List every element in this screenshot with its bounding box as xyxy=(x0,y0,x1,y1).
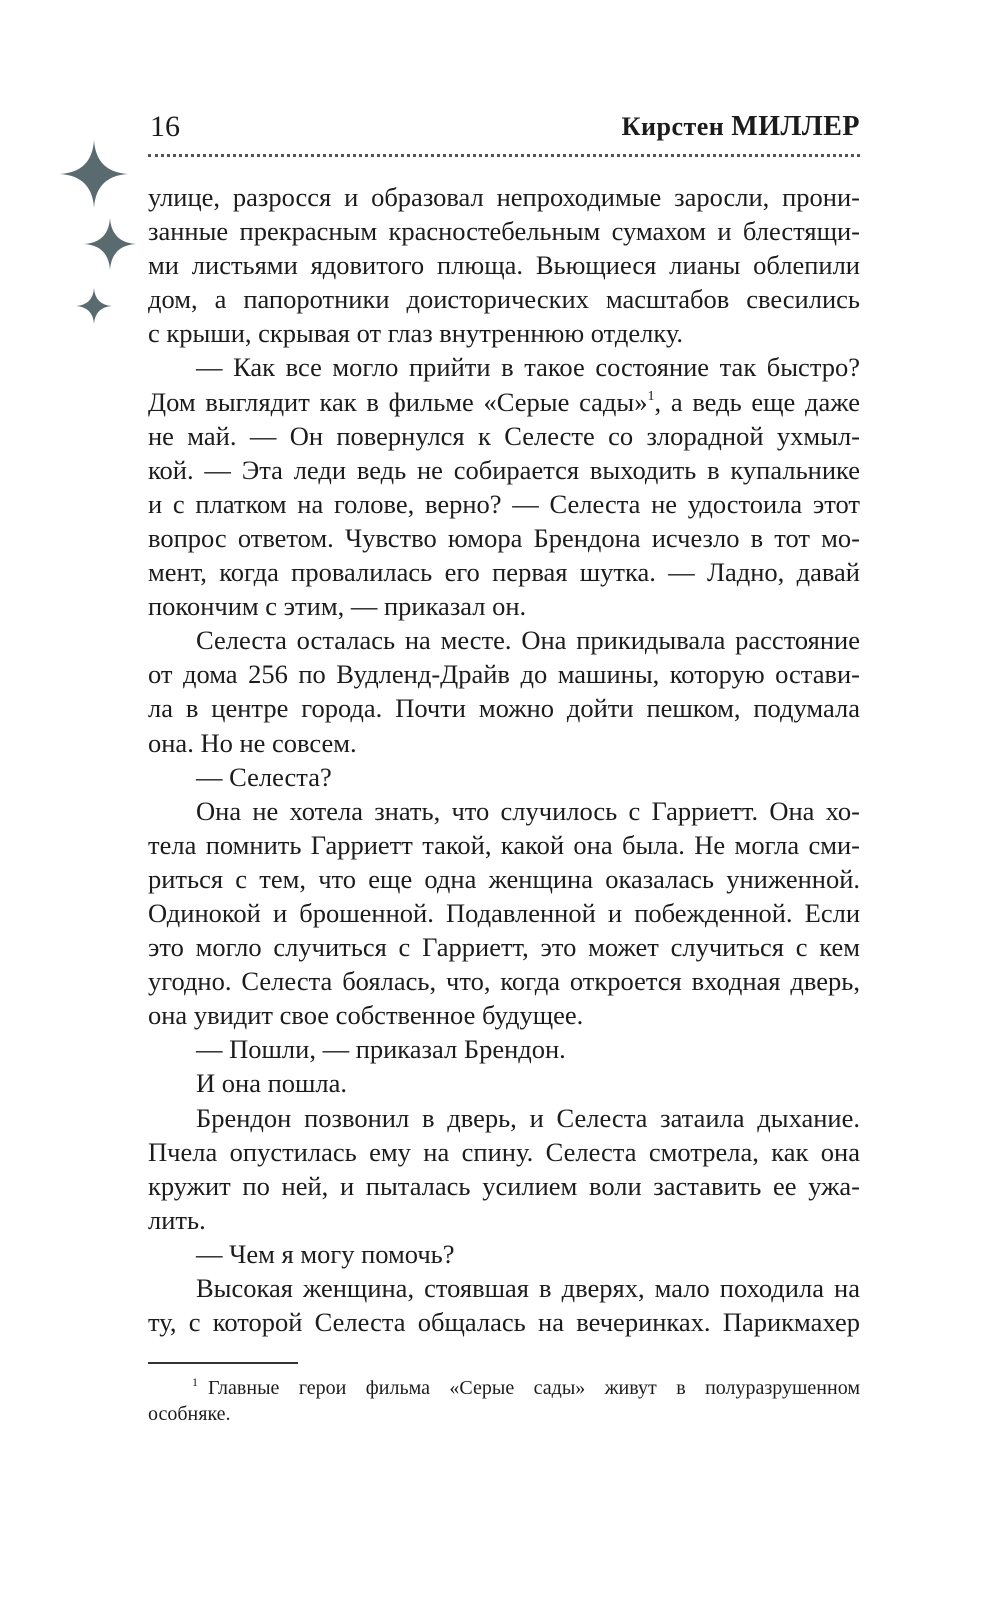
text-line: это могло случиться с Гарриетт, это может случиться с кем xyxy=(148,932,860,963)
text-line: — Селеста? xyxy=(196,761,332,792)
author-last-name: МИЛЛЕР xyxy=(731,111,860,142)
text-line: риться с тем, что еще одна женщина оказалась униженной. xyxy=(148,863,860,894)
text-line: Брендон позвонил в дверь, и Селеста затаила дыхание. xyxy=(196,1102,860,1133)
text-line: Одинокой и брошенной. Подавленной и побежденной. Если xyxy=(148,897,860,928)
footnote-text: Главные герои фильма «Серые сады» живут в полуразрушенном xyxy=(208,1377,860,1399)
text-line: она. Но не совсем. xyxy=(148,727,357,758)
text-line: — Пошли, — приказал Брендон. xyxy=(196,1034,566,1065)
text-line: от дома 256 по Вудленд-Драйв до машины, которую остави- xyxy=(148,659,860,690)
text-line: Пчела опустилась ему на спину. Селеста смотрела, как она xyxy=(148,1136,860,1167)
text-line: вопрос ответом. Чувство юмора Брендона исчезло в тот мо- xyxy=(148,522,860,553)
text-line: улице, разросся и образовал непроходимые заросли, прони- xyxy=(148,182,860,212)
text-line: и с платком на голове, верно? — Селеста не удостоила этот xyxy=(148,488,860,519)
text-line: с крыши, скрывая от глаз внутреннюю отделку. xyxy=(148,318,684,349)
running-head xyxy=(622,112,860,142)
footnote-line: особняке. xyxy=(148,1403,231,1425)
text-fragment: Дом выглядит как в фильме «Серые сады» xyxy=(148,386,648,417)
text-fragment: , а ведь еще даже xyxy=(654,386,861,417)
sparkle-star-icon xyxy=(82,216,138,272)
page-number: 16 xyxy=(150,110,180,143)
text-line: дом, а папоротники доисторических масштабов свесились xyxy=(148,284,860,315)
text-line: занные прекрасным красностебельным сумахом и блестящи- xyxy=(148,216,860,247)
text-line: кой. — Эта леди ведь не собирается выходить в купальнике xyxy=(148,454,860,485)
text-line: лить. xyxy=(148,1204,206,1235)
text-line: не май. — Он повернулся к Селесте со злорадной ухмыл- xyxy=(148,420,860,451)
footnote-marker: 1 xyxy=(192,1375,198,1389)
text-line: — Как все могло прийти в такое состояние так быстро? xyxy=(196,352,860,383)
sparkle-star-icon xyxy=(58,138,130,210)
text-line: покончим с этим, — приказал он. xyxy=(148,591,527,622)
author-first-name: Кирстен xyxy=(621,112,725,141)
text-line: кружит по ней, и пыталась усилием воли заставить ее ужа- xyxy=(148,1170,860,1201)
text-line: угодно. Селеста боялась, что, когда откроется входная дверь, xyxy=(148,966,860,997)
text-line: тела помнить Гарриетт такой, какой она была. Не могла сми- xyxy=(148,829,860,860)
text-line: Она не хотела знать, что случилось с Гарриетт. Она хо- xyxy=(196,795,860,826)
text-line xyxy=(148,385,860,419)
text-line: ту, с которой Селеста общалась на вечеринках. Парикмахер xyxy=(148,1307,860,1338)
text-line: Высокая женщина, стоявшая в дверях, мало походила на xyxy=(196,1273,860,1303)
footnote xyxy=(148,1375,860,1427)
footnote-reference: 1 xyxy=(647,388,655,404)
sparkle-star-icon xyxy=(74,286,114,326)
body-text xyxy=(148,180,860,1339)
text-line: мент, когда провалилась его первая шутка. — Ладно, давай xyxy=(148,557,860,588)
page-header xyxy=(148,108,860,148)
header-dotted-rule xyxy=(148,154,860,157)
footnote-rule xyxy=(148,1362,298,1364)
footnote-line xyxy=(148,1375,860,1401)
text-line: она увидит свое собственное будущее. xyxy=(148,1000,584,1031)
text-line: ла в центре города. Почти можно дойти пешком, подумала xyxy=(148,693,860,724)
text-line: ми листьями ядовитого плюща. Вьющиеся лианы облепили xyxy=(148,250,860,281)
text-line: Селеста осталась на месте. Она прикидывала расстояние xyxy=(196,625,860,656)
text-line: И она пошла. xyxy=(196,1068,348,1099)
text-line: — Чем я могу помочь? xyxy=(196,1238,455,1269)
